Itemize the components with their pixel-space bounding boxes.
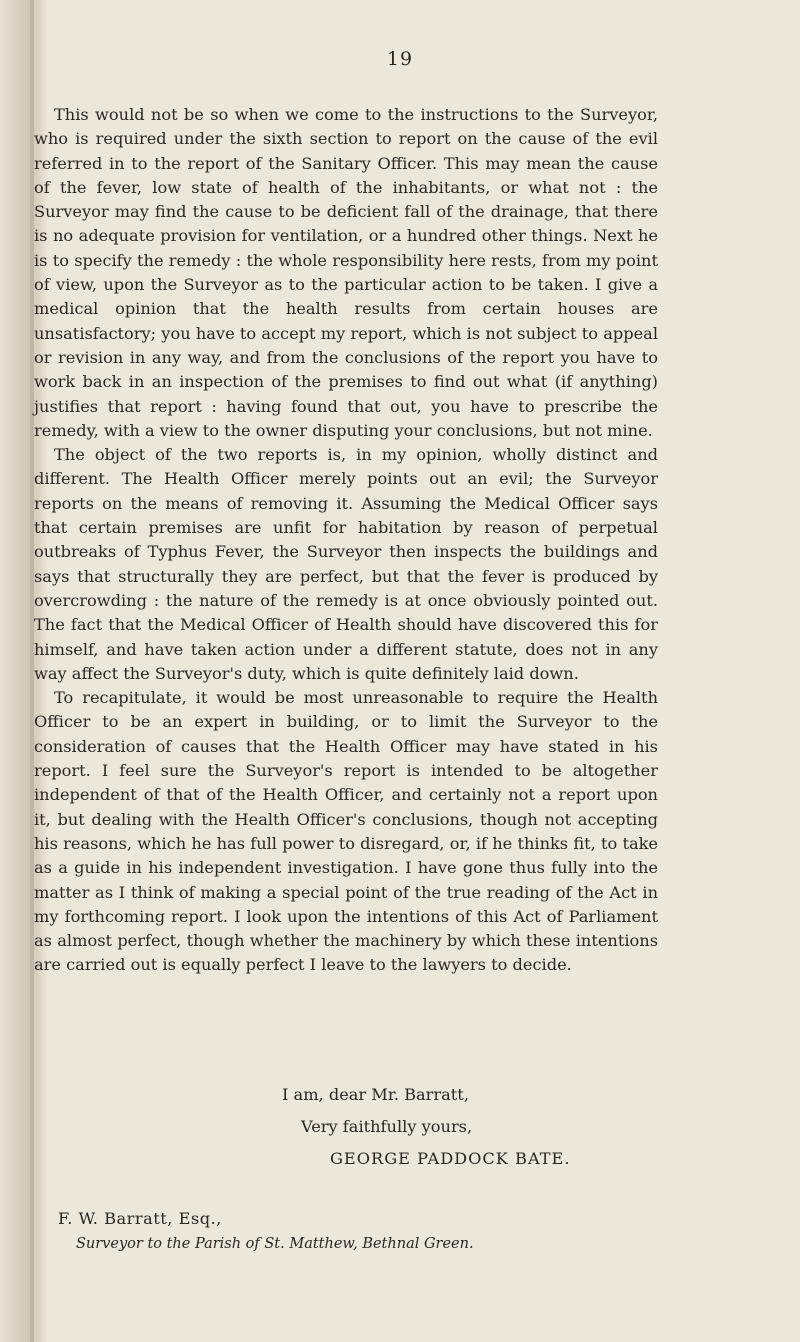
- paragraph-1: This would not be so when we come to the instructions to the Surveyor, who is required under the sixth section to report on the cause of the evil referred in to the report of the Sanitary Officer. This may mean the cause of the fever, low state of health of the inhabitants, or what not : the Surveyor may find the cause to be deficient fall of the drainage, that there is no adequate provision for ventilation, or a hundred other things. Next he is to specify the remedy : the whole responsibility here rests, from my point of view, upon the Surveyor as to the particular action to be taken. I give a medical opinion that the health results from certain houses are unsatisfactory; you have to accept my report, which is not subject to appeal or revision in any way, and from the conclusions of the report you have to work back in an inspection of the premises to find out what (if anything) justifies that report : having found that out, you have to prescribe the remedy, with a view to the owner disputing your conclusions, but not mine.: [34, 105, 658, 440]
- letter-body: [34, 103, 658, 978]
- valediction: Very faithfully yours,: [301, 1117, 473, 1136]
- salutation: I am, dear Mr. Barratt,: [282, 1085, 469, 1104]
- paragraph-2: The object of the two reports is, in my opinion, wholly distinct and different. The Health Officer merely points out an evil; the Surveyor reports on the means of removing it. Assuming the Medical Officer says that certain premises are unfit for habitation by reason of perpetual outbreaks of Typhus Fever, the Surveyor then inspects the buildings and says that structurally they are perfect, but that the fever is produced by overcrowding : the nature of the remedy is at once obviously pointed out. The fact that the Medical Officer of Health should have discovered this for himself, and have taken action under a different statute, does not in any way affect the Surveyor's duty, which is quite definitely laid down.: [34, 445, 658, 683]
- addressee-title: Surveyor to the Parish of St. Matthew, Bethnal Green.: [76, 1236, 474, 1252]
- addressee: F. W. Barratt, Esq.,: [58, 1209, 222, 1228]
- signature: GEORGE PADDOCK BATE.: [330, 1149, 571, 1168]
- page-number: 19: [386, 48, 414, 70]
- paragraph-3: To recapitulate, it would be most unreasonable to require the Health Officer to be an expert in building, or to limit the Surveyor to the consideration of causes that the Health Officer may have stated in his report. I feel sure the Surveyor's report is intended to be altogether independent of that of the Health Officer, and certainly not a report upon it, but dealing with the Health Officer's conclusions, though not accepting his reasons, which he has full power to disregard, or, if he thinks fit, to take as a guide in his independent investigation. I have gone thus fully into the matter as I think of making a special point of the true reading of the Act in my forthcoming report. I look upon the intentions of this Act of Parliament as almost perfect, though whether the machinery by which these intentions are carried out is equally perfect I leave to the lawyers to decide.: [34, 688, 658, 975]
